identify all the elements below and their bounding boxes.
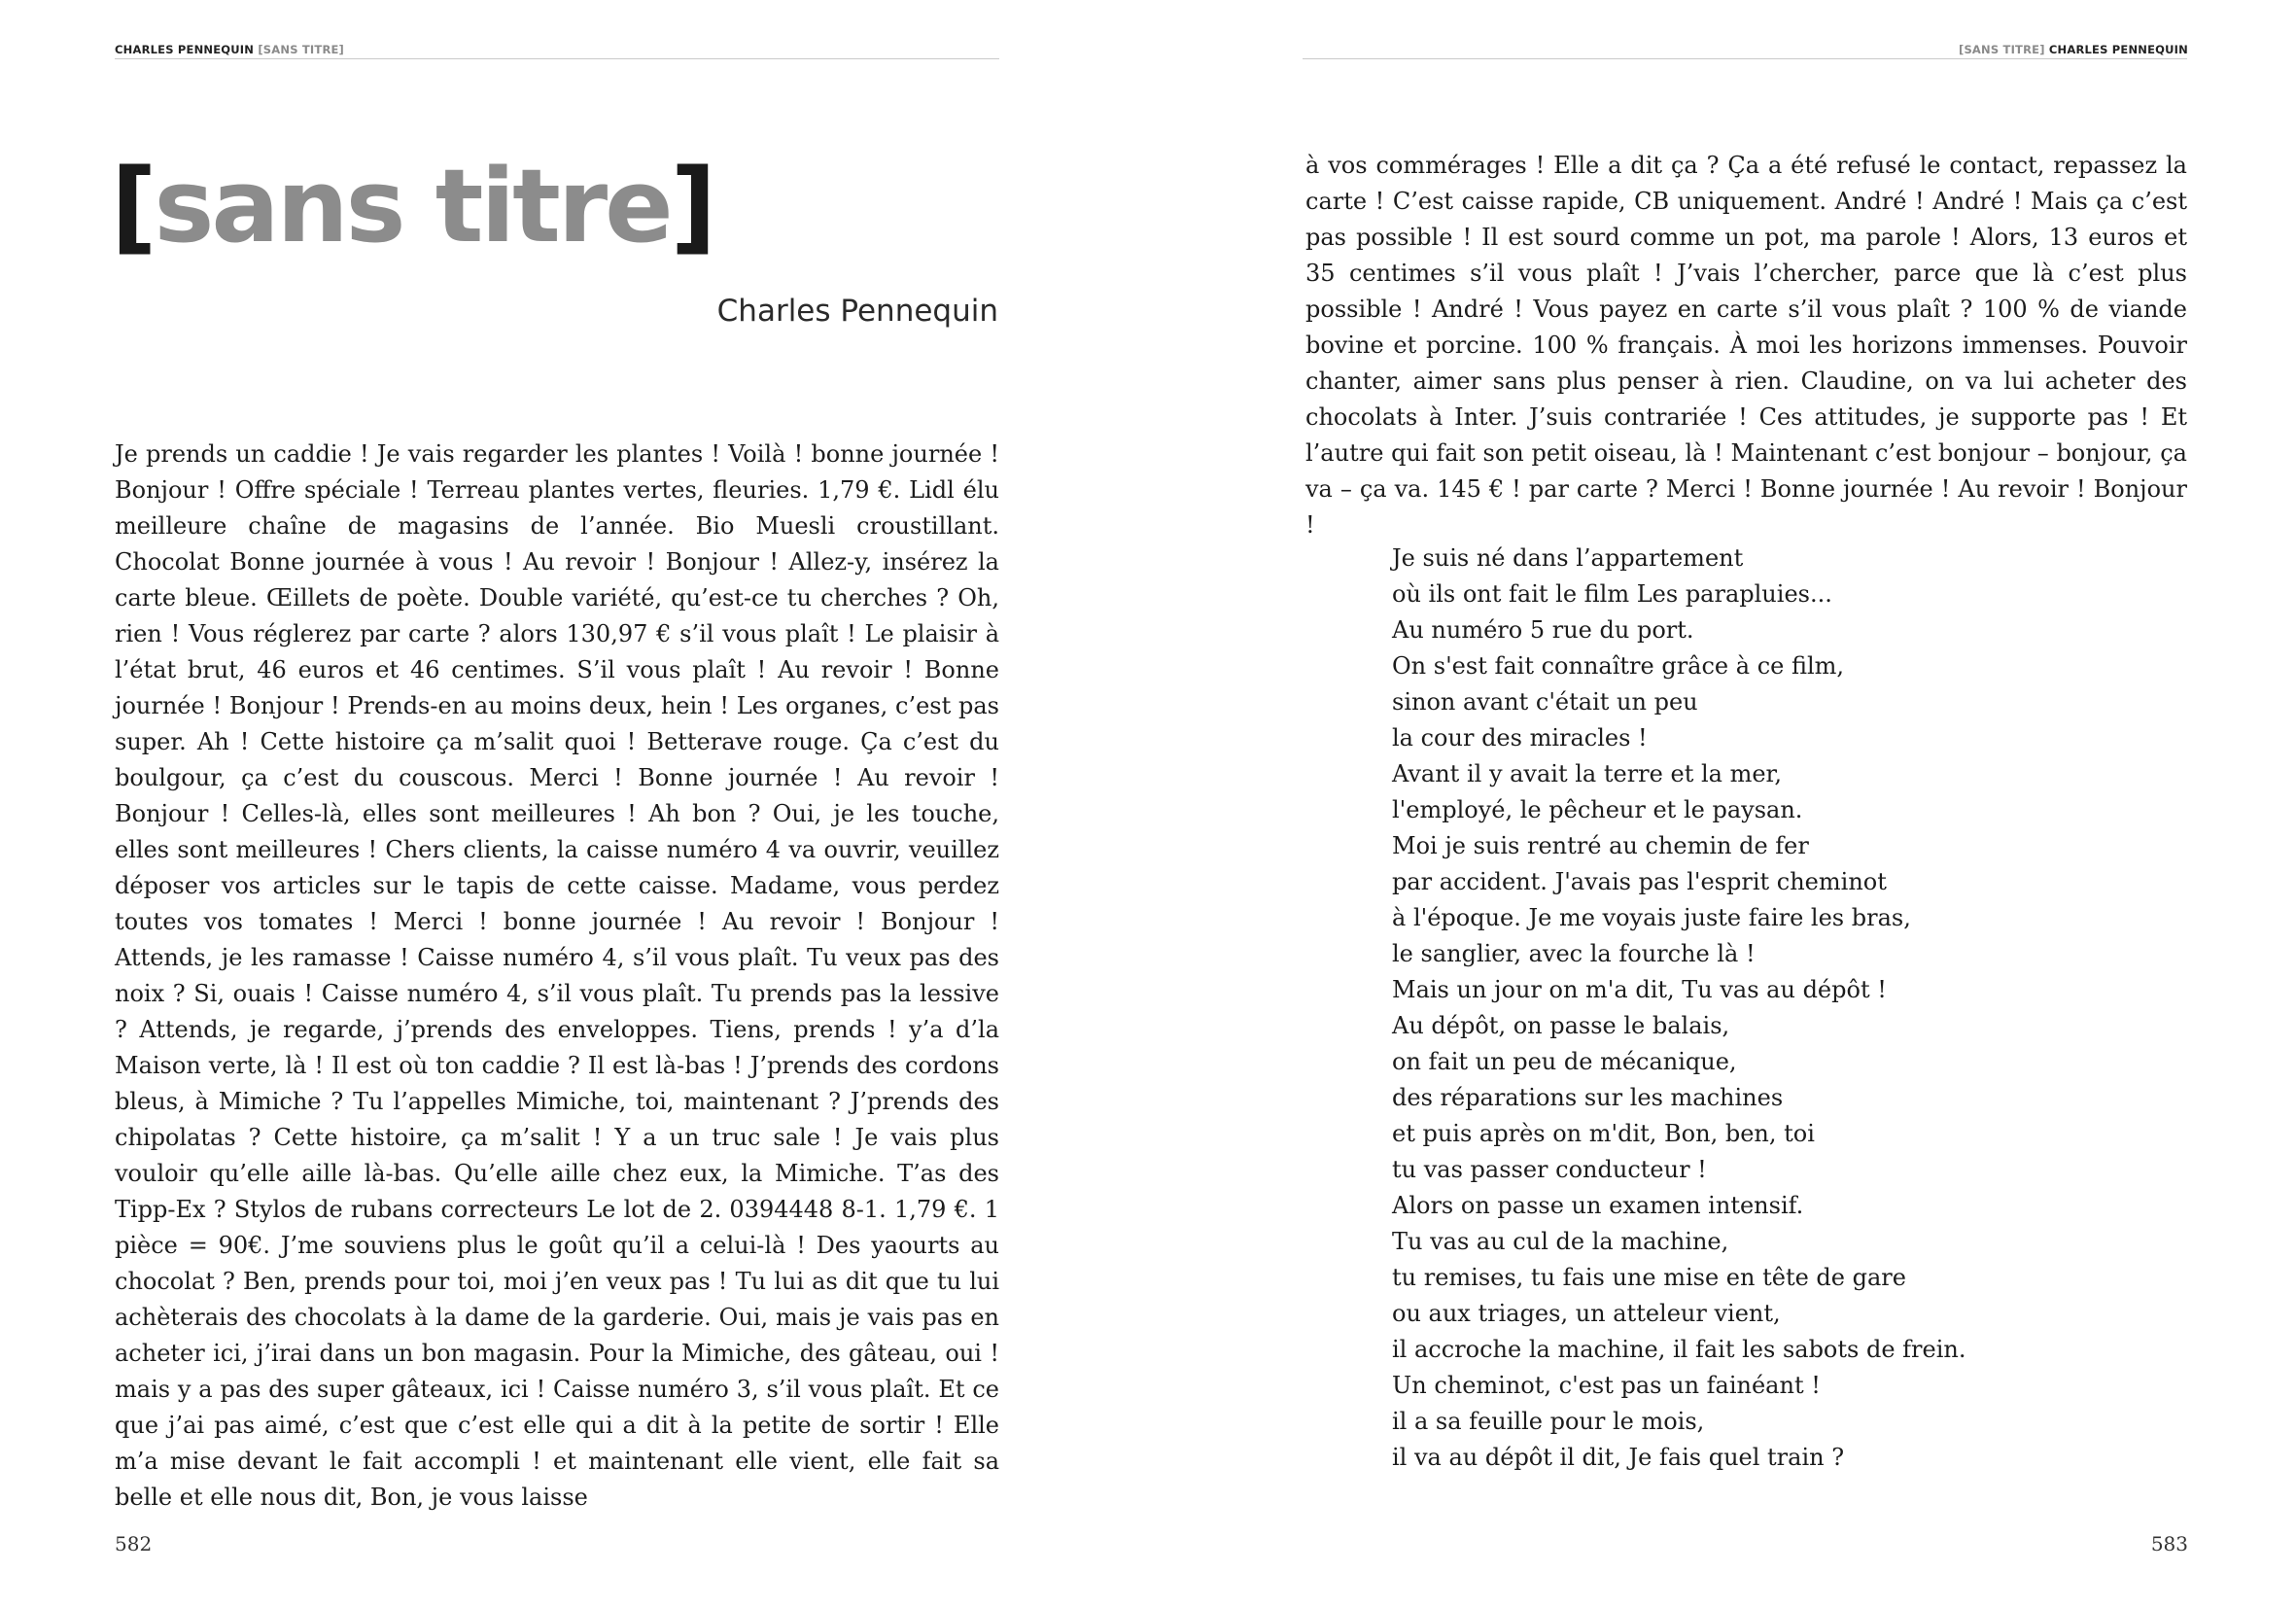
title-close-bracket: ]	[670, 147, 714, 265]
poem-line: à l'époque. Je me voyais juste faire les bras,	[1392, 904, 1911, 931]
poem-line: il va au dépôt il dit, Je fais quel train ?	[1392, 1444, 1845, 1471]
title-open-bracket: [	[111, 147, 155, 265]
poem-line: Je suis né dans l’appartement	[1392, 544, 1744, 572]
poem-line: Avant il y avait la terre et la mer,	[1392, 760, 1783, 787]
running-head-author: CHARLES PENNEQUIN	[115, 43, 255, 56]
header-rule-right	[1303, 58, 2187, 59]
running-head-author: CHARLES PENNEQUIN	[2048, 43, 2188, 56]
poem-line: Alors on passe un examen intensif.	[1392, 1192, 1804, 1219]
poem-line: Moi je suis rentré au chemin de fer	[1392, 832, 1809, 859]
body-text-right: à vos commérages ! Elle a dit ça ? Ça a été refusé le contact, repassez la carte ! C’est caisse rapide, CB uniquement. André ! André ! Mais ça c’est pas possible ! Il est sourd comme un pot, ma parole ! Alors, 13 euros et 35 centimes s’il vous plaît ! J’vais l’chercher, parce que là c’est plus possible ! André ! Vous payez en carte s’il vous plaît ? 100 % de viande bovine et porcine. 100 % français. À moi les horizons immenses. Pouvoir chanter, aimer sans plus penser à rien. Claudine, on va lui acheter des chocolats à Inter. J’suis contrariée ! Ces attitudes, je supporte pas ! Et l’autre qui fait son petit oiseau, là ! Maintenant c’est bonjour – bonjour, ça va – ça va. 145 € ! par carte ? Merci ! Bonne journée ! Au revoir ! Bonjour !	[1305, 152, 2187, 539]
poem-line: le sanglier, avec la fourche là !	[1392, 940, 1756, 967]
title-text: sans titre	[154, 147, 671, 265]
poem-line: il a sa feuille pour le mois,	[1392, 1408, 1705, 1435]
poem-line: et puis après on m'dit, Bon, ben, toi	[1392, 1120, 1815, 1147]
page-title	[111, 147, 714, 265]
running-head-left	[115, 43, 344, 62]
running-head-tag: [SANS TITRE]	[1958, 43, 2045, 56]
poem-line: où ils ont fait le film Les parapluies...	[1392, 580, 1832, 608]
poem-line: Au dépôt, on passe le balais,	[1392, 1012, 1730, 1039]
poem-line: il accroche la machine, il fait les sabots de frein.	[1392, 1336, 1966, 1363]
poem-line: sinon avant c'était un peu	[1392, 688, 1698, 716]
poem-line: ou aux triages, un atteleur vient,	[1392, 1300, 1781, 1327]
poem-line: des réparations sur les machines	[1392, 1084, 1784, 1111]
poem-line: l'employé, le pêcheur et le paysan.	[1392, 796, 1803, 823]
poem-line: Tu vas au cul de la machine,	[1392, 1228, 1729, 1255]
running-head-right	[1959, 43, 2188, 62]
poem-line: Un cheminot, c'est pas un fainéant !	[1392, 1372, 1821, 1399]
poem-line: tu remises, tu fais une mise en tête de gare	[1392, 1264, 1906, 1291]
page-number-left: 582	[115, 1532, 153, 1555]
poem-line: Mais un jour on m'a dit, Tu vas au dépôt !	[1392, 976, 1887, 1003]
poem-line: tu vas passer conducteur !	[1392, 1156, 1707, 1183]
poem-line: On s'est fait connaître grâce à ce film,	[1392, 652, 1845, 680]
poem-line: par accident. J'avais pas l'esprit cheminot	[1392, 868, 1887, 895]
body-text-left: Je prends un caddie ! Je vais regarder les plantes ! Voilà ! bonne journée ! Bonjour ! Offre spéciale ! Terreau plantes vertes, fleuries. 1,79 €. Lidl élu meilleure chaîne de magasins de l’année. Bio Muesli croustillant. Chocolat Bonne journée à vous ! Au revoir ! Bonjour ! Allez-y, insérez la carte bleue. Œillets de poète. Double variété, qu’est-ce tu cherches ? Oh, rien ! Vous réglerez par carte ? alors 130,97 € s’il vous plaît ! Le plaisir à l’état brut, 46 euros et 46 centimes. S’il vous plaît ! Au revoir ! Bonne journée ! Bonjour ! Prends-en au moins deux, hein ! Les organes, c’est pas super. Ah ! Cette histoire ça m’salit quoi ! Betterave rouge. Ça c’est du boulgour, ça c’est du couscous. Merci ! Bonne journée ! Au revoir ! Bonjour ! Celles-là, elles sont meilleures ! Ah bon ? Oui, je les touche, elles sont meilleures ! Chers clients, la caisse numéro 4 va ouvrir, veuillez déposer vos articles sur le tapis de cette caisse. Madame, vous perdez toutes vos tomates ! Merci ! bonne journée ! Au revoir ! Bonjour ! Attends, je les ramasse ! Caisse numéro 4, s’il vous plaît. Tu veux pas des noix ? Si, ouais ! Caisse numéro 4, s’il vous plaît. Tu prends pas la lessive ? Attends, je regarde, j’prends des enveloppes. Tiens, prends ! y’a d’la Maison verte, là ! Il est où ton caddie ? Il est là-bas ! J’prends des cordons bleus, à Mimiche ? Tu l’appelles Mimiche, toi, maintenant ? J’prends des chipolatas ? Cette histoire, ça m’salit ! Y a un truc sale ! Je vais plus vouloir qu’elle aille là-bas. Qu’elle aille chez eux, la Mimiche. T’as des Tipp-Ex ? Stylos de rubans correcteurs Le lot de 2. 0394448 8-1. 1,79 €. 1 pièce = 90€. J’me souviens plus le goût qu’il a celui-là ! Des yaourts au chocolat ? Ben, prends pour toi, moi j’en veux pas ! Tu lui as dit que tu lui achèterais des chocolats à la dame de la garderie. Oui, mais je vais pas en acheter ici, j’irai dans un bon magasin. Pour la Mimiche, des gâteau, oui ! mais y a pas des super gâteaux, ici ! Caisse numéro 3, s’il vous plaît. Et ce que j’ai pas aimé, c’est que c’est elle qui a dit à la petite de sortir ! Elle m’a mise devant le fait accompli ! et maintenant elle vient, elle fait sa belle et elle nous dit, Bon, je vous laisse	[115, 440, 999, 1511]
poem-line: Au numéro 5 rue du port.	[1392, 616, 1694, 644]
page-number-right: 583	[2150, 1532, 2188, 1555]
author-name: Charles Pennequin	[716, 294, 998, 329]
header-rule-left	[115, 58, 999, 59]
running-head-tag: [SANS TITRE]	[258, 43, 345, 56]
poem	[1392, 541, 2170, 1476]
poem-line: on fait un peu de mécanique,	[1392, 1048, 1737, 1075]
poem-line: la cour des miracles !	[1392, 724, 1648, 751]
